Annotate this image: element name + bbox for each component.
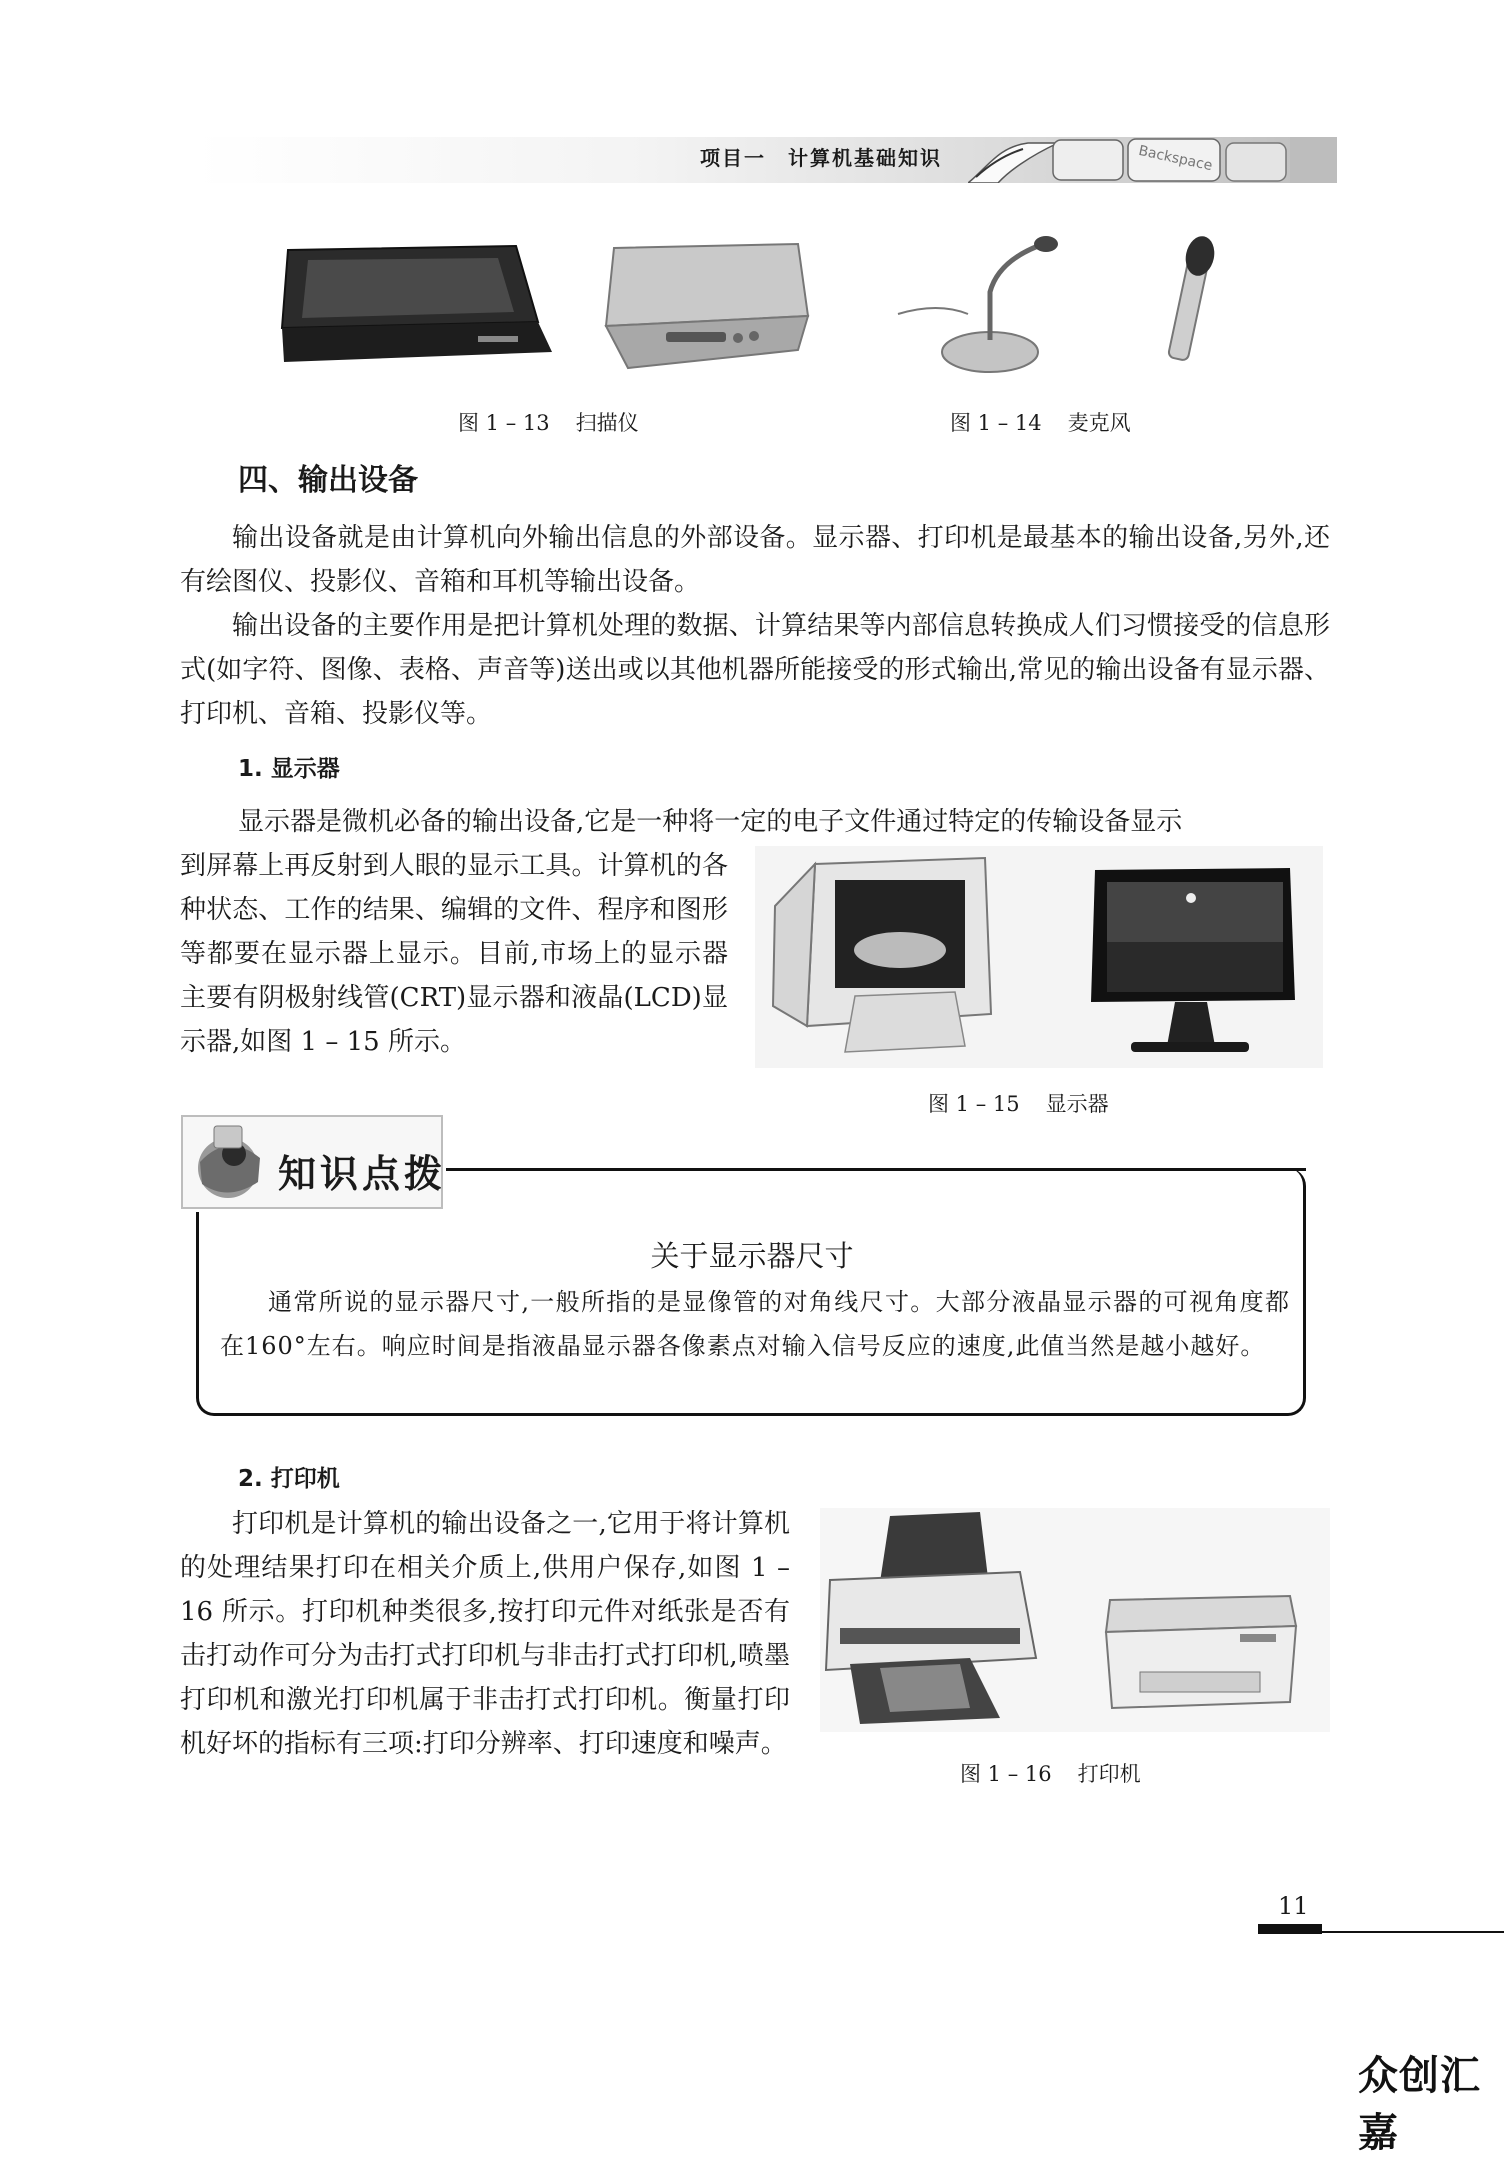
watermark-logo: 众创汇嘉 <box>1358 2053 1481 2156</box>
backspace-key-label: Backspace <box>1136 142 1214 175</box>
scanner-image <box>278 240 816 370</box>
paragraph: 输出设备就是由计算机向外输出信息的外部设备。显示器、打印机是最基本的输出设备,另外,还有绘图仪、投影仪、音箱和耳机等输出设备。 <box>180 523 1330 597</box>
subsection-heading: 1. 显示器 <box>238 756 340 782</box>
subsection-heading: 2. 打印机 <box>238 1466 340 1492</box>
figure-number: 图 1 – 13 <box>458 411 550 435</box>
figure-title: 显示器 <box>1045 1092 1109 1116</box>
figure-title: 麦克风 <box>1067 411 1131 435</box>
tip-box-top-rule <box>440 1168 1306 1171</box>
paragraph: 到屏幕上再反射到人眼的显示工具。计算机的各种状态、工作的结果、编辑的文件、程序和图形等都要在显示器上显示。目前,市场上的显示器主要有阴极射线管(CRT)显示器和液晶(LCD)显示器,如图 1 – 15 所示。 <box>180 851 728 1057</box>
page-number-bar <box>1258 1924 1322 1934</box>
section-heading: 四、输出设备 <box>238 463 418 498</box>
monitors-image <box>755 846 1323 1068</box>
figure-caption <box>960 1758 1141 1788</box>
tip-heading: 关于显示器尺寸 <box>650 1239 854 1273</box>
tip-label: 知识点拨 <box>278 1152 447 1196</box>
figure-number: 图 1 – 14 <box>950 411 1042 435</box>
figure-title: 打印机 <box>1077 1762 1141 1786</box>
paragraph-first-line: 显示器是微机必备的输出设备,它是一种将一定的电子文件通过特定的传输设备显示 <box>238 807 1183 837</box>
figure-caption <box>458 407 639 437</box>
microphone-image <box>878 232 1238 382</box>
page-number-rule <box>1322 1931 1504 1933</box>
figure-number: 图 1 – 15 <box>928 1092 1020 1116</box>
keyboard-header-image <box>968 137 1337 183</box>
figure-number: 图 1 – 16 <box>960 1762 1052 1786</box>
paragraph: 打印机是计算机的输出设备之一,它用于将计算机的处理结果打印在相关介质上,供用户保存,如图 1 – 16 所示。打印机种类很多,按打印元件对纸张是否有击打动作可分为击打式打印机与非击打式打印机,喷墨打印机和激光打印机属于非击打式打印机。衡量打印机好坏的指标有三项:打印分辨率、打印速度和噪声。 <box>180 1509 790 1759</box>
tip-text: 通常所说的显示器尺寸,一般所指的是显像管的对角线尺寸。大部分液晶显示器的可视角度都在160°左右。响应时间是指液晶显示器各像素点对输入信号反应的速度,此值当然是越小越好。 <box>220 1288 1290 1360</box>
running-header-title: 项目一 计算机基础知识 <box>700 146 942 170</box>
paragraph: 输出设备的主要作用是把计算机处理的数据、计算结果等内部信息转换成人们习惯接受的信息形式(如字符、图像、表格、声音等)送出或以其他机器所能接受的形式输出,常见的输出设备有显示器、打印机、音箱、投影仪等。 <box>180 611 1330 729</box>
printers-image <box>820 1508 1330 1732</box>
page-number: 11 <box>1278 1892 1309 1920</box>
figure-caption <box>950 407 1131 437</box>
figure-caption <box>928 1088 1109 1118</box>
figure-title: 扫描仪 <box>575 411 639 435</box>
